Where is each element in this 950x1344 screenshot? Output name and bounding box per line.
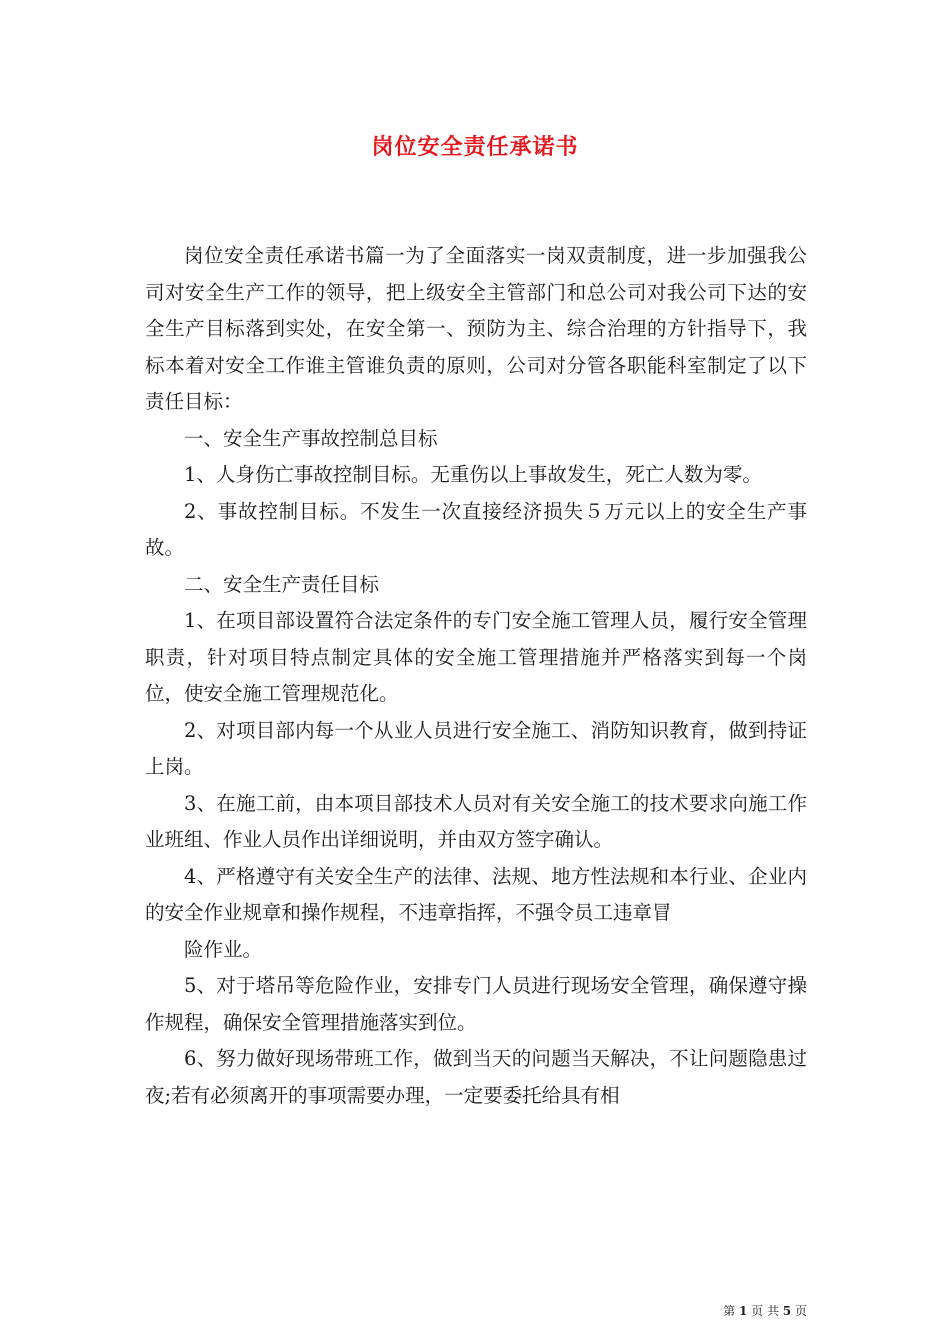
paragraph: 2、事故控制目标。不发生一次直接经济损失５万元以上的安全生产事故。 <box>145 499 807 559</box>
paragraph: 3、在施工前，由本项目部技术人员对有关安全施工的技术要求向施工作业班组、作业人员作出详细说明，并由双方签字确认。 <box>145 791 807 851</box>
current-page-number: 1 <box>738 1304 748 1318</box>
paragraph: 险作业。 <box>184 937 263 961</box>
section-heading: 二、安全生产责任目标 <box>184 572 380 596</box>
paragraph: 5、对于塔吊等危险作业，安排专门人员进行现场安全管理，确保遵守操作规程，确保安全管理措施落实到位。 <box>145 974 807 1034</box>
footer-prefix: 第 <box>723 1304 736 1318</box>
paragraph: 1、在项目部设置符合法定条件的专门安全施工管理人员，履行安全管理职责，针对项目特点制定具体的安全施工管理措施并严格落实到每一个岗位，使安全施工管理规范化。 <box>145 609 807 705</box>
footer-middle: 页 共 <box>751 1304 779 1318</box>
page-number-footer <box>723 1302 807 1319</box>
document-body <box>145 238 807 1114</box>
paragraph: 岗位安全责任承诺书篇一为了全面落实一岗双责制度，进一步加强我公司对安全生产工作的领导，把上级安全主管部门和总公司对我公司下达的安全生产目标落到实处，在安全第一、预防为主、综合治理的方针指导下，我标本着对安全工作谁主管谁负责的原则，公司对分管各职能科室制定了以下责任目标： <box>145 244 807 413</box>
section-heading: 一、安全生产事故控制总目标 <box>184 426 438 450</box>
paragraph: 4、严格遵守有关安全生产的法律、法规、地方性法规和本行业、企业内的安全作业规章和操作规程，不违章指挥，不强令员工违章冒 <box>145 864 807 924</box>
document-title: 岗位安全责任承诺书 <box>371 134 579 160</box>
footer-suffix: 页 <box>794 1304 807 1318</box>
paragraph: 2、对项目部内每一个从业人员进行安全施工、消防知识教育，做到持证上岗。 <box>145 718 807 778</box>
total-page-count: 5 <box>782 1304 792 1318</box>
paragraph: 1、人身伤亡事故控制目标。无重伤以上事故发生，死亡人数为零。 <box>184 463 762 486</box>
paragraph: 6、努力做好现场带班工作，做到当天的问题当天解决，不让问题隐患过夜;若有必须离开的事项需要办理，一定要委托给具有相 <box>145 1047 807 1107</box>
